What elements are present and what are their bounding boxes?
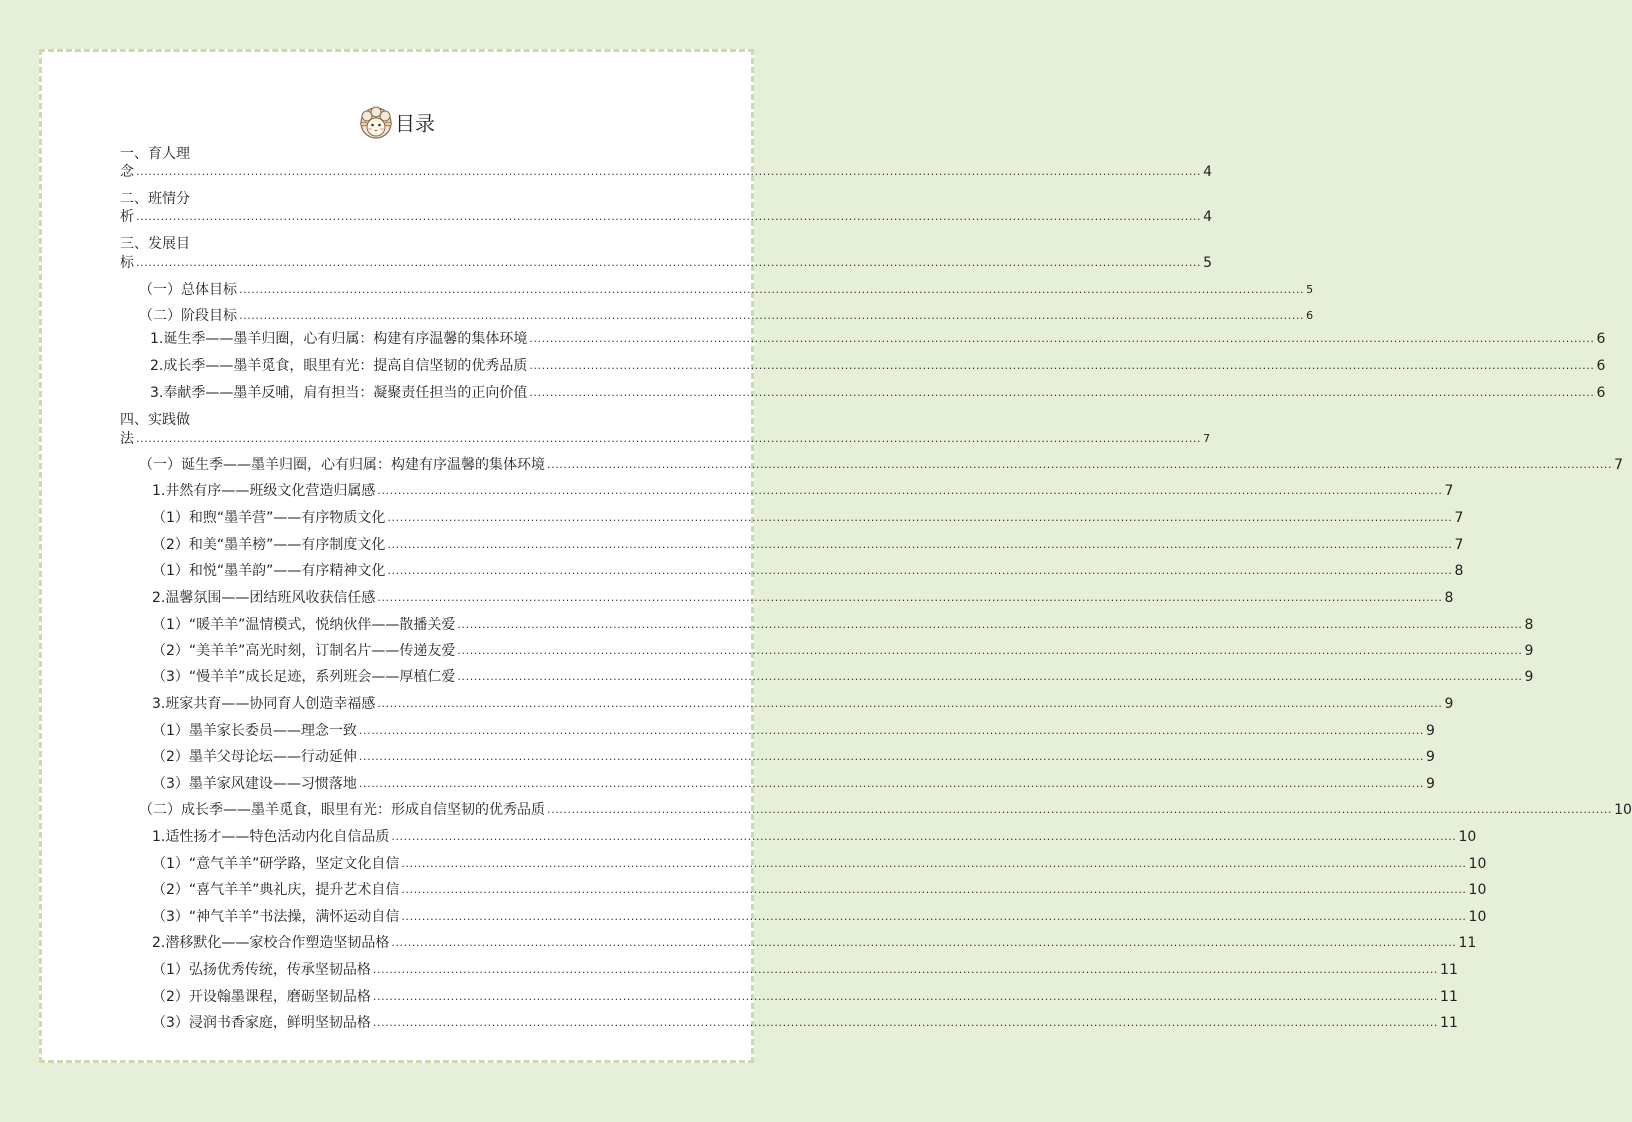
toc-page-number: 4 (1203, 209, 1213, 225)
toc-entry[interactable] (152, 509, 1464, 527)
toc-dot-leader: .................................................................................................................................................................................................................................................................... (457, 644, 1523, 657)
toc-entry[interactable] (152, 616, 1534, 634)
toc-entry[interactable] (120, 430, 1211, 448)
toc-page-number: 8 (1444, 590, 1454, 606)
toc-entry-label: 3.奉献季——墨羊反哺，肩有担当：凝聚责任担当的正向价值 (150, 385, 528, 401)
toc-entry-label: （一）诞生季——墨羊归圈，心有归属：构建有序温馨的集体环境 (139, 457, 545, 473)
toc-dot-leader: .................................................................................................................................................................................................................................................................... (387, 538, 1453, 551)
toc-page-number: 11 (1440, 989, 1458, 1005)
toc-entry-label: 1.诞生季——墨羊归圈，心有归属：构建有序温馨的集体环境 (150, 331, 528, 347)
toc-entry[interactable] (152, 642, 1534, 660)
toc-dot-leader: .................................................................................................................................................................................................................................................................... (457, 670, 1523, 683)
toc-title-block (42, 102, 751, 142)
toc-entry-label: 念 (120, 164, 134, 180)
toc-dot-leader: .................................................................................................................................................................................................................................................................... (372, 1016, 1439, 1029)
toc-page-number: 9 (1524, 669, 1534, 685)
toc-entry-label: 2.潜移默化——家校合作塑造坚韧品格 (152, 935, 390, 951)
toc-entry[interactable] (150, 330, 1606, 348)
toc-page-number: 10 (1614, 802, 1632, 818)
toc-dot-leader: .................................................................................................................................................................................................................................................................... (239, 309, 1305, 322)
toc-dot-leader: .................................................................................................................................................................................................................................................................... (372, 963, 1439, 976)
toc-entry[interactable] (139, 456, 1624, 474)
toc-dot-leader: .................................................................................................................................................................................................................................................................... (387, 511, 1453, 524)
toc-page-number: 10 (1468, 882, 1487, 898)
toc-entry[interactable] (120, 254, 1213, 272)
toc-entry[interactable] (150, 384, 1606, 402)
toc-dot-leader: .................................................................................................................................................................................................................................................................... (358, 724, 1425, 737)
toc-entry-label: （二）成长季——墨羊觅食，眼里有光：形成自信坚韧的优秀品质 (139, 802, 545, 818)
toc-entry-label: （3）“神气羊羊”书法操，满怀运动自信 (152, 909, 400, 925)
toc-heading-prefix: 三、发展目 (120, 236, 190, 252)
toc-page-number: 9 (1426, 776, 1435, 792)
toc-entry[interactable] (152, 881, 1487, 899)
toc-heading-prefix: 四、实践做 (120, 412, 190, 428)
sheep-icon (358, 106, 394, 142)
toc-dot-leader: .................................................................................................................................................................................................................................................................... (401, 910, 1467, 923)
toc-page-number: 11 (1440, 962, 1458, 978)
toc-dot-leader: .................................................................................................................................................................................................................................................................... (136, 432, 1202, 445)
toc-dot-leader: .................................................................................................................................................................................................................................................................... (358, 750, 1425, 763)
toc-entry-label: 法 (120, 431, 134, 447)
toc-dot-leader: .................................................................................................................................................................................................................................................................... (529, 359, 1595, 372)
toc-entry[interactable] (139, 281, 1314, 299)
toc-entry[interactable] (152, 934, 1477, 952)
toc-entry[interactable] (152, 482, 1454, 500)
toc-entry[interactable] (120, 208, 1213, 226)
toc-entry-label: （二）阶段目标 (139, 308, 237, 324)
toc-page-number: 10 (1468, 856, 1487, 872)
toc-entry-label: （3）浸润书香家庭，鲜明坚韧品格 (152, 1015, 371, 1031)
toc-dot-leader: .................................................................................................................................................................................................................................................................... (136, 256, 1202, 269)
toc-entry[interactable] (152, 961, 1458, 979)
toc-page-number: 10 (1458, 829, 1477, 845)
toc-page-number: 8 (1454, 563, 1464, 579)
toc-entry[interactable] (152, 536, 1464, 554)
toc-dot-leader: .................................................................................................................................................................................................................................................................... (239, 283, 1305, 296)
toc-entry-label: 2.温馨氛围——团结班风收获信任感 (152, 590, 376, 606)
toc-entry-label: （3）“慢羊羊”成长足迹，系列班会——厚植仁爱 (152, 669, 456, 685)
toc-page-number: 6 (1306, 309, 1314, 322)
toc-page-number: 6 (1596, 358, 1606, 374)
toc-entry[interactable] (139, 307, 1314, 325)
toc-dot-leader: .................................................................................................................................................................................................................................................................... (391, 936, 1457, 949)
toc-page-number: 7 (1454, 537, 1464, 553)
toc-entry-label: （2）和美“墨羊榜”——有序制度文化 (152, 537, 386, 553)
toc-entry-label: （3）墨羊家风建设——习惯落地 (152, 776, 357, 792)
toc-entry[interactable] (152, 748, 1435, 766)
toc-entry-label: 标 (120, 255, 134, 271)
toc-page-number: 5 (1306, 283, 1314, 296)
toc-page-number: 6 (1596, 385, 1606, 401)
toc-dot-leader: .................................................................................................................................................................................................................................................................... (529, 332, 1595, 345)
toc-entry-label: 3.班家共育——协同育人创造幸福感 (152, 696, 376, 712)
toc-entry[interactable] (120, 163, 1213, 181)
toc-entry[interactable] (152, 775, 1435, 793)
toc-page-number: 9 (1444, 696, 1454, 712)
toc-dot-leader: .................................................................................................................................................................................................................................................................... (136, 210, 1202, 223)
toc-page-number: 4 (1203, 164, 1213, 180)
toc-entry[interactable] (150, 357, 1606, 375)
toc-entry[interactable] (152, 589, 1454, 607)
toc-entry[interactable] (152, 908, 1487, 926)
toc-entry[interactable] (152, 855, 1487, 873)
toc-dot-leader: .................................................................................................................................................................................................................................................................... (401, 857, 1467, 870)
toc-dot-leader: .................................................................................................................................................................................................................................................................... (457, 618, 1523, 631)
toc-entry-label: 1.井然有序——班级文化营造归属感 (152, 483, 376, 499)
toc-entry-label: （2）开设翰墨课程，磨砺坚韧品格 (152, 989, 371, 1005)
toc-page-number: 7 (1444, 483, 1454, 499)
toc-dot-leader: .................................................................................................................................................................................................................................................................... (372, 990, 1439, 1003)
toc-page-number: 7 (1614, 457, 1624, 473)
toc-dot-leader: .................................................................................................................................................................................................................................................................... (391, 830, 1457, 843)
toc-entry[interactable] (152, 562, 1464, 580)
toc-entry-label: （1）墨羊家长委员——理念一致 (152, 723, 357, 739)
toc-dot-leader: .................................................................................................................................................................................................................................................................... (547, 803, 1613, 816)
toc-entry[interactable] (139, 801, 1632, 819)
toc-dot-leader: .................................................................................................................................................................................................................................................................... (547, 458, 1613, 471)
toc-page-number: 10 (1468, 909, 1487, 925)
toc-page-number: 9 (1426, 749, 1435, 765)
toc-entry[interactable] (152, 722, 1435, 740)
toc-entry[interactable] (152, 828, 1477, 846)
toc-entry[interactable] (152, 1014, 1458, 1032)
toc-entry-label: （1）和煦“墨羊营”——有序物质文化 (152, 510, 386, 526)
toc-entry-label: （一）总体目标 (139, 282, 237, 298)
toc-dot-leader: .................................................................................................................................................................................................................................................................... (377, 484, 1443, 497)
toc-entry-label: （1）和悦“墨羊韵”——有序精神文化 (152, 563, 386, 579)
toc-entry-label: （2）“喜气羊羊”典礼庆，提升艺术自信 (152, 882, 400, 898)
toc-entry[interactable] (152, 695, 1454, 713)
toc-dot-leader: .................................................................................................................................................................................................................................................................... (377, 697, 1443, 710)
toc-entry[interactable] (152, 668, 1534, 686)
toc-page-number: 11 (1440, 1015, 1458, 1031)
toc-page-number: 11 (1458, 935, 1477, 951)
toc-page-number: 7 (1454, 510, 1464, 526)
toc-page-number: 9 (1524, 643, 1534, 659)
toc-dot-leader: .................................................................................................................................................................................................................................................................... (387, 564, 1453, 577)
toc-entry-label: 2.成长季——墨羊觅食，眼里有光：提高自信坚韧的优秀品质 (150, 358, 528, 374)
toc-dot-leader: .................................................................................................................................................................................................................................................................... (377, 591, 1443, 604)
toc-dot-leader: .................................................................................................................................................................................................................................................................... (529, 386, 1595, 399)
toc-dot-leader: .................................................................................................................................................................................................................................................................... (358, 777, 1425, 790)
toc-entry-label: （2）墨羊父母论坛——行动延伸 (152, 749, 357, 765)
toc-entry[interactable] (152, 988, 1458, 1006)
toc-page-number: 6 (1596, 331, 1606, 347)
toc-dot-leader: .................................................................................................................................................................................................................................................................... (136, 165, 1202, 178)
toc-entry-label: （1）“意气羊羊”研学路，坚定文化自信 (152, 856, 400, 872)
toc-page-number: 5 (1203, 255, 1213, 271)
toc-page-number: 9 (1426, 723, 1435, 739)
toc-entry-label: 析 (120, 209, 134, 225)
toc-dot-leader: .................................................................................................................................................................................................................................................................... (401, 883, 1467, 896)
toc-entry-label: （2）“美羊羊”高光时刻，订制名片——传递友爱 (152, 643, 456, 659)
toc-page-number: 7 (1203, 432, 1211, 445)
toc-heading-prefix: 二、班情分 (120, 191, 190, 207)
toc-title: 目录 (395, 111, 435, 136)
toc-entry-label: （1）“暖羊羊”温情模式，悦纳伙伴——散播关爱 (152, 617, 456, 633)
toc-heading-prefix: 一、育人理 (120, 146, 190, 162)
toc-page-number: 8 (1524, 617, 1534, 633)
toc-entry-label: （1）弘扬优秀传统，传承坚韧品格 (152, 962, 371, 978)
toc-entry-label: 1.适性扬才——特色活动内化自信品质 (152, 829, 390, 845)
